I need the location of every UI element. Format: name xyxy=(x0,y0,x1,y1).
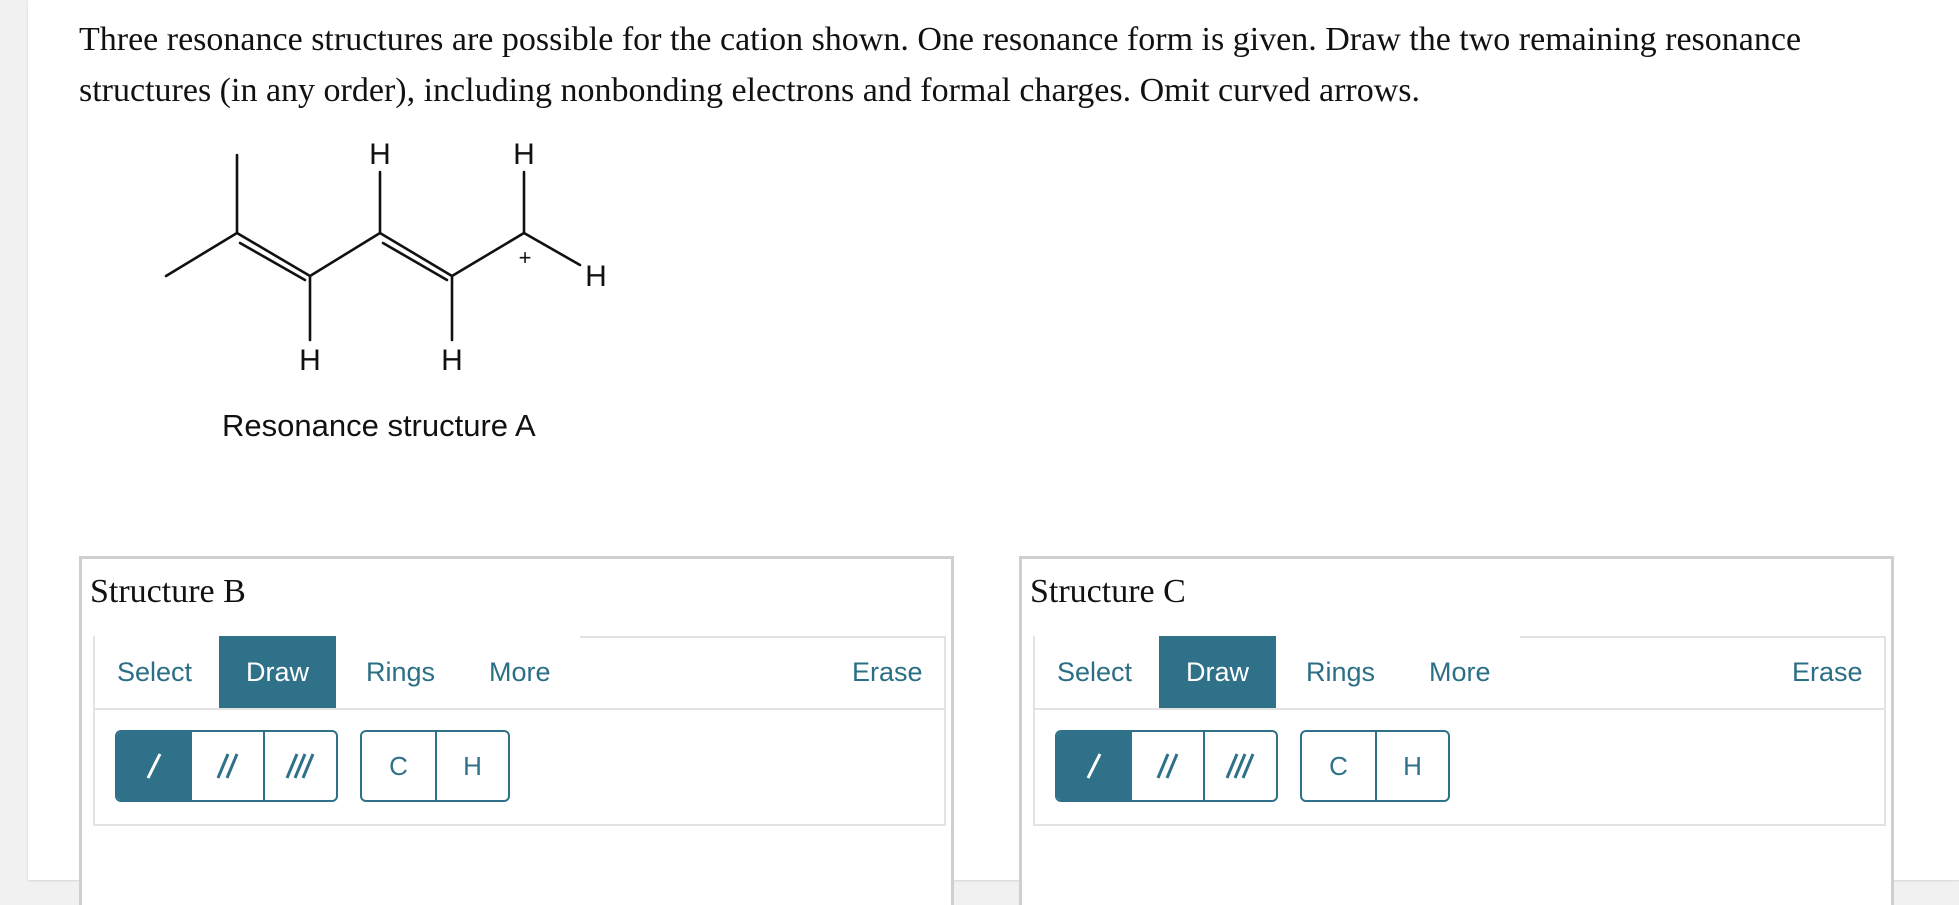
double-bond-button[interactable] xyxy=(1130,732,1203,800)
bond xyxy=(524,233,580,265)
bond xyxy=(310,233,380,276)
draw-tab[interactable]: Draw xyxy=(219,636,336,708)
double-bond-button[interactable] xyxy=(190,732,263,800)
structure-a-caption: Resonance structure A xyxy=(222,408,536,443)
panel-title: Structure B xyxy=(90,573,246,610)
bond-tools xyxy=(1055,730,1278,802)
panel-title: Structure C xyxy=(1030,573,1186,610)
erase-button[interactable]: Erase xyxy=(1792,657,1863,687)
draw-tab[interactable]: Draw xyxy=(1159,636,1276,708)
single-bond-icon xyxy=(142,751,166,781)
atom-tools xyxy=(1300,730,1450,802)
erase-button[interactable]: Erase xyxy=(852,657,923,687)
structure-c-panel xyxy=(1019,556,1894,905)
question-line-1: Three resonance structures are possible for the cation shown. One resonance form is given. Draw the two remaining resonance xyxy=(79,21,1802,58)
bond xyxy=(380,233,452,276)
hydrogen-label: H xyxy=(441,344,463,377)
structure-b-panel xyxy=(79,556,954,905)
hydrogen-label: H xyxy=(369,138,391,171)
single-bond-button[interactable] xyxy=(117,732,190,800)
double-bond-icon xyxy=(213,751,243,781)
carbon-atom-button[interactable]: C xyxy=(1329,750,1348,781)
double-bond-inner xyxy=(383,243,447,280)
question-line-2: structures (in any order), including nonbonding electrons and formal charges. Omit curved arrows. xyxy=(79,72,1421,109)
hydrogen-label: H xyxy=(299,344,321,377)
hydrogen-atom-button[interactable]: H xyxy=(435,732,508,800)
triple-bond-button[interactable] xyxy=(1203,732,1276,800)
more-tab[interactable]: More xyxy=(489,657,551,687)
bond xyxy=(452,233,524,276)
bond xyxy=(237,233,310,276)
double-bond-inner xyxy=(240,243,305,280)
hydrogen-label: H xyxy=(513,138,535,171)
bond xyxy=(166,233,237,276)
tool-palette xyxy=(93,710,946,826)
hydrogen-label: H xyxy=(585,260,607,293)
more-tab[interactable]: More xyxy=(1429,657,1491,687)
editor-toolbar xyxy=(1033,636,1886,710)
formal-charge: + xyxy=(518,245,532,270)
single-bond-button[interactable] xyxy=(1057,732,1130,800)
triple-bond-button[interactable] xyxy=(263,732,336,800)
molecule-structure-a xyxy=(0,0,640,400)
single-bond-icon xyxy=(1082,751,1106,781)
triple-bond-icon xyxy=(283,751,319,781)
editor-toolbar xyxy=(93,636,946,710)
select-tab[interactable]: Select xyxy=(117,657,193,687)
hydrogen-atom-button[interactable]: H xyxy=(1375,732,1448,800)
atom-tools xyxy=(360,730,510,802)
rings-tab[interactable]: Rings xyxy=(366,657,436,687)
triple-bond-icon xyxy=(1223,751,1259,781)
rings-tab[interactable]: Rings xyxy=(1306,657,1376,687)
select-tab[interactable]: Select xyxy=(1057,657,1133,687)
carbon-atom-button[interactable]: C xyxy=(389,750,408,781)
double-bond-icon xyxy=(1153,751,1183,781)
bond-tools xyxy=(115,730,338,802)
tool-palette xyxy=(1033,710,1886,826)
